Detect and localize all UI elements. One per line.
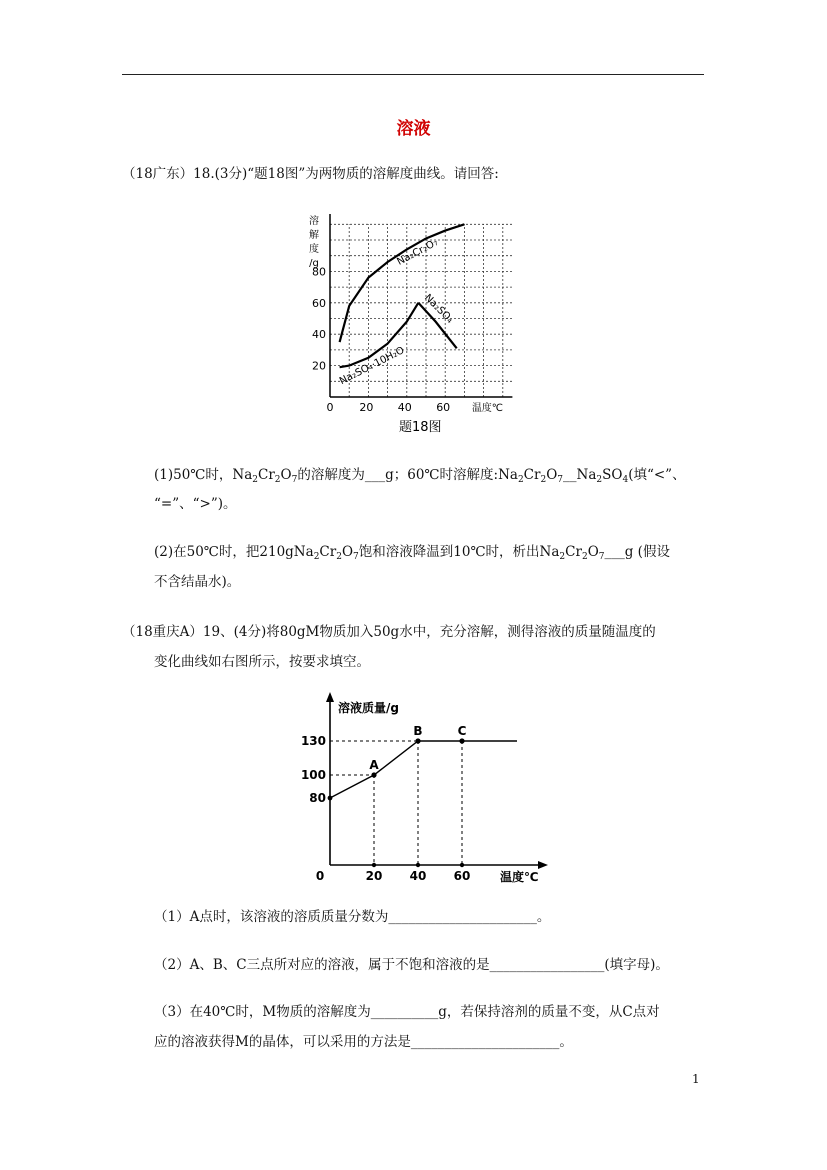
y-axis-label: 溶 xyxy=(309,216,319,227)
y-axis-arrow xyxy=(326,692,334,702)
y-tick-label: 60 xyxy=(312,296,326,310)
q18-part1: (1)50℃时，$Na_2Cr_2O_7$的溶解度为___g；60℃时溶解度$:Na_2Cr_2O_7\_\_Na_2SO_4$(填“<”、 xyxy=(154,467,686,485)
y-axis-label: 度 xyxy=(309,244,319,255)
figure-caption: 题18图 xyxy=(398,420,442,435)
y-tick-label: 80 xyxy=(309,791,326,805)
point-label: B xyxy=(413,724,423,738)
x-tick-label: 0 xyxy=(315,869,325,883)
series-line-0 xyxy=(340,224,465,342)
page-title: 溶液 xyxy=(396,119,431,139)
x-tick-label: 20 xyxy=(359,401,374,414)
y-axis-label: 溶液质量/g xyxy=(338,701,399,715)
y-tick-label: 130 xyxy=(300,734,326,748)
series-label: Na₂SO₄ xyxy=(421,292,456,326)
series-line xyxy=(330,741,517,798)
x-axis-label: 温度℃ xyxy=(471,403,504,414)
q18-part2-line2: 不含结晶水)。 xyxy=(154,574,241,590)
page-number: 1 xyxy=(692,1072,700,1086)
y-tick-label: 20 xyxy=(312,359,326,373)
q18-part2: (2)在50℃时，把$210gNa_2Cr_2O_7$饱和溶液降温到10℃时，析出$Na_2Cr_2O_7\_\_\_g$ (假设 xyxy=(154,544,670,562)
series-label: Na₂Cr₂O₇ xyxy=(395,237,440,268)
q18-intro: （18广东）18.(3分)“题18图”为两物质的溶解度曲线。请回答: xyxy=(122,166,499,182)
data-point xyxy=(371,772,376,777)
point-label: A xyxy=(369,758,379,772)
x-tick-label: 40 xyxy=(397,401,412,414)
x-tick-label: 0 xyxy=(326,401,334,414)
y-tick-label: 40 xyxy=(312,328,326,342)
y-tick-label: 100 xyxy=(300,768,326,782)
point-label: C xyxy=(457,724,467,738)
x-axis-dot xyxy=(460,863,464,867)
series-label: Na₂SO₄·10H₂O xyxy=(337,345,407,388)
data-point xyxy=(328,796,333,801)
q19-intro-line1: （18重庆A）19、(4分)将80gM物质加入50g水中，充分溶解，测得溶液的质量随温度的 xyxy=(122,624,656,640)
q19-question2: （2）A、B、C三点所对应的溶液，属于不饱和溶液的是_________________(填字母)。 xyxy=(154,957,669,973)
header-rule xyxy=(122,74,704,75)
q19-intro-line2: 变化曲线如右图所示，按要求填空。 xyxy=(154,654,370,670)
q19-question3-line2: 应的溶液获得M的晶体，可以采用的方法是______________________。 xyxy=(154,1034,573,1050)
x-axis-dot xyxy=(372,863,376,867)
q19-question1: （1）A点时，该溶液的溶质质量分数为______________________。 xyxy=(154,909,551,925)
x-tick-label: 20 xyxy=(365,869,383,883)
x-axis-dot xyxy=(416,863,420,867)
x-tick-label: 60 xyxy=(453,869,471,883)
q19-question3-line1: （3）在40℃时，M物质的溶解度为__________g，若保持溶剂的质量不变，从C点对 xyxy=(154,1004,660,1020)
data-point xyxy=(459,738,464,743)
x-axis-arrow xyxy=(538,861,548,869)
x-axis-label: 温度℃ xyxy=(500,870,539,884)
x-tick-label: 40 xyxy=(409,869,427,883)
y-axis-label: 解 xyxy=(309,230,319,241)
data-point xyxy=(415,738,420,743)
x-tick-label: 60 xyxy=(436,401,451,414)
y-tick-label: 80 xyxy=(312,265,326,279)
y-axis-label: /g xyxy=(309,258,319,269)
q18-solubility-chart xyxy=(300,210,530,435)
q18-part1-line2: “=”、“>”)。 xyxy=(154,496,237,512)
q19-mass-chart xyxy=(300,690,570,890)
